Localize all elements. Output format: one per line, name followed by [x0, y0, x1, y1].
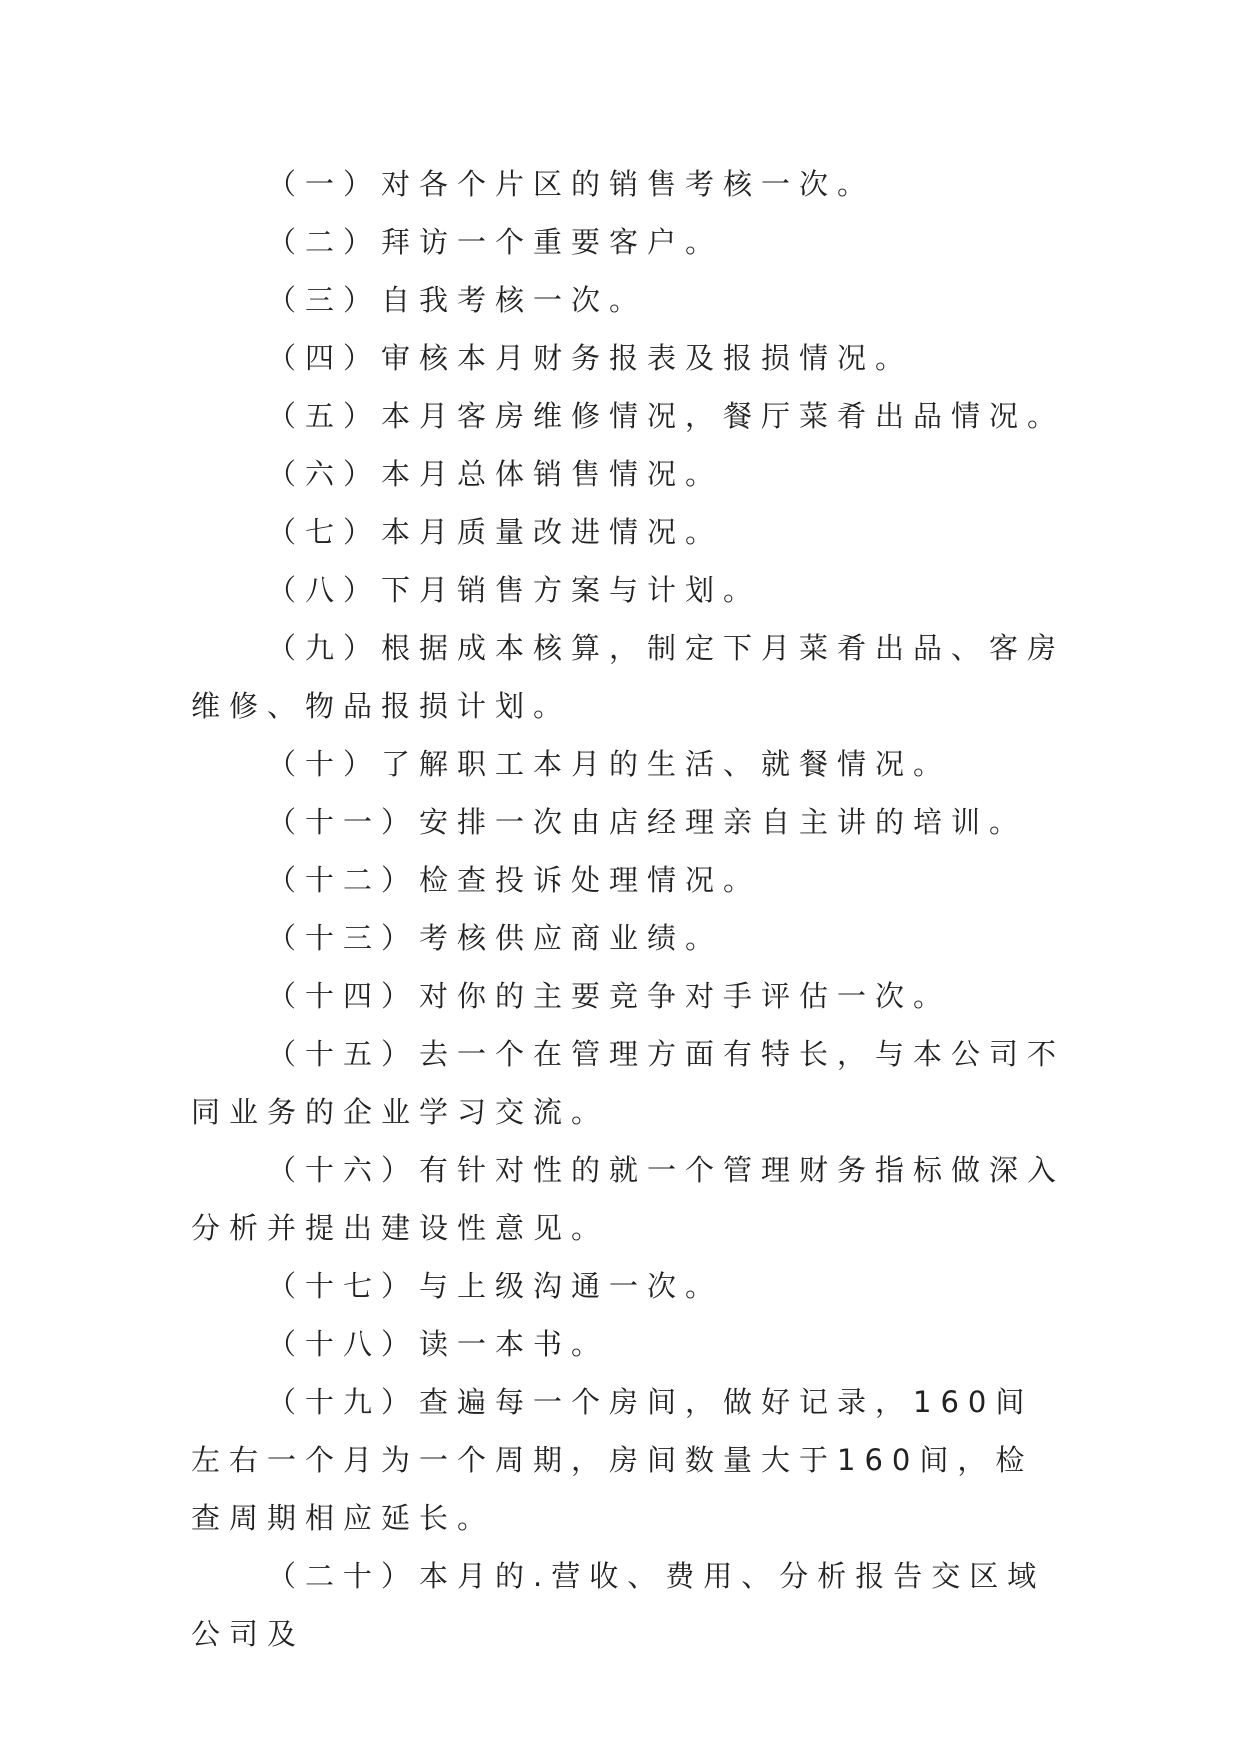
- list-item-15: （十五）去一个在管理方面有特长，与本公司不同业务的企业学习交流。: [191, 1037, 1066, 1129]
- list-item-4: （四）审核本月财务报表及报损情况。: [267, 341, 914, 375]
- list-item-12: （十二）检查投诉处理情况。: [267, 863, 762, 897]
- list-item-10: （十）了解职工本月的生活、就餐情况。: [267, 747, 952, 781]
- list-item-6: （六）本月总体销售情况。: [267, 457, 724, 491]
- list-item-16: （十六）有针对性的就一个管理财务指标做深入分析并提出建设性意见。: [191, 1153, 1066, 1245]
- list-item-7: （七）本月质量改进情况。: [267, 515, 724, 549]
- list-item-11: （十一）安排一次由店经理亲自主讲的培训。: [267, 805, 1028, 839]
- document-body: [191, 155, 1071, 1663]
- list-item-20: （二十）本月的.营收、费用、分析报告交区域公司及: [191, 1559, 1046, 1651]
- list-item-2: （二）拜访一个重要客户。: [267, 225, 724, 259]
- list-item-3: （三）自我考核一次。: [267, 283, 648, 317]
- list-item-8: （八）下月销售方案与计划。: [267, 573, 762, 607]
- list-item-19: （十九）查遍每一个房间，做好记录，160间左右一个月为一个周期，房间数量大于160间，检查周期相应延长。: [191, 1385, 1034, 1535]
- list-item-5: （五）本月客房维修情况，餐厅菜肴出品情况。: [267, 399, 1066, 433]
- list-item-9: （九）根据成本核算，制定下月菜肴出品、客房维修、物品报损计划。: [191, 631, 1066, 723]
- list-item-1: （一）对各个片区的销售考核一次。: [267, 167, 876, 201]
- list-item-13: （十三）考核供应商业绩。: [267, 921, 724, 955]
- list-item-14: （十四）对你的主要竞争对手评估一次。: [267, 979, 952, 1013]
- list-item-17: （十七）与上级沟通一次。: [267, 1269, 724, 1303]
- list-item-18: （十八）读一本书。: [267, 1327, 610, 1361]
